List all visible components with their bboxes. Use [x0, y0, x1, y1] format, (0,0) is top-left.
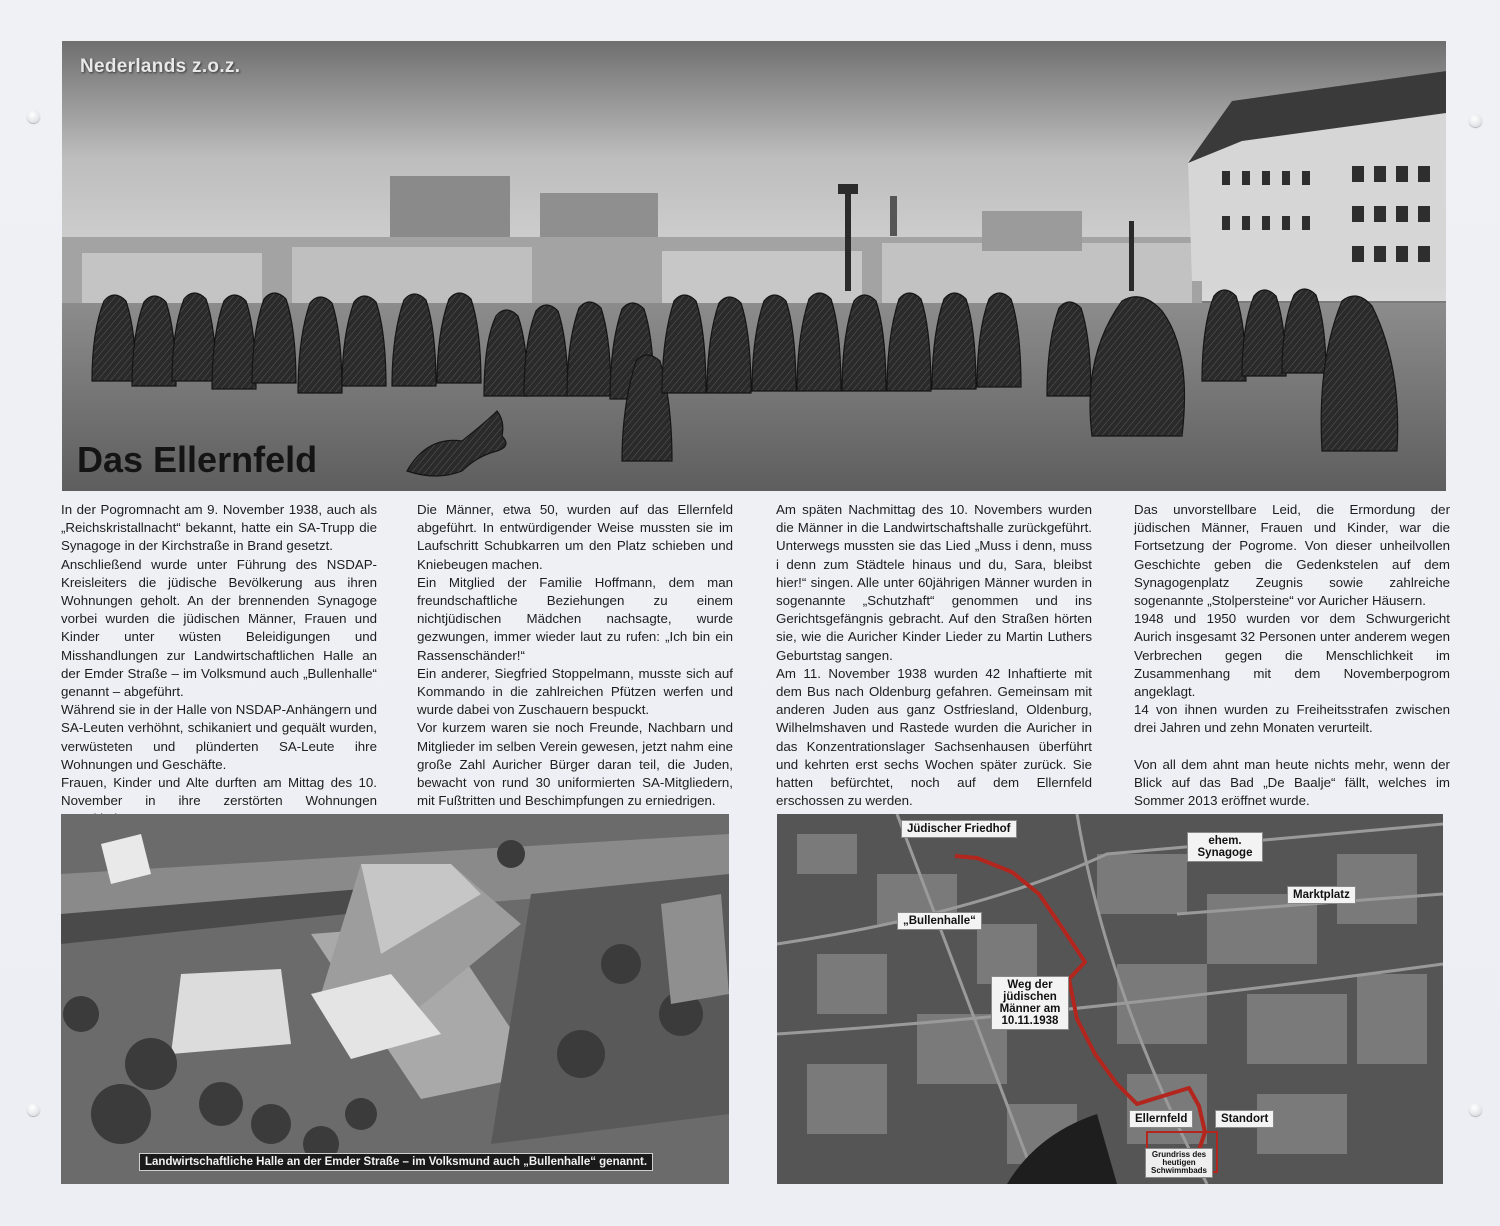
lamp-post — [845, 191, 851, 291]
lamp-post — [1129, 221, 1134, 291]
paragraph: 1948 und 1950 wurden vor dem Schwurgericht Aurich insgesamt 32 Personen unter anderem wegen Verbrechen gegen die Menschlichkeit im Zusammenhang mit dem Novemberpogrom angeklagt. — [1134, 611, 1450, 700]
map-illustration — [777, 814, 1443, 1184]
aerial-illustration — [61, 814, 729, 1184]
paragraph: Vor kurzem waren sie noch Freunde, Nachbarn und Mitglieder im selben Verein gewesen, jetzt nahm eine große Zahl Auricher Bürger daran teil, die Juden, bewacht von rund 30 uniformierten SA-Mitgliedern, mit Fußtritten und Beschimpfungen zu erniedrigen. — [417, 720, 733, 809]
mounting-screw — [27, 1103, 40, 1116]
mounting-screw — [1469, 114, 1482, 127]
map-label-route: Weg der jüdischen Männer am 10.11.1938 — [991, 976, 1069, 1030]
paragraph: 14 von ihnen wurden zu Freiheitsstrafen zwischen drei Jahren und zehn Monaten verurteilt. — [1134, 702, 1450, 736]
paragraph: Von all dem ahnt man heute nichts mehr, wenn der Blick auf das Bad „De Baalje“ fällt, welches im Sommer 2013 eröffnet wurde. — [1134, 756, 1450, 809]
text-column-1 — [61, 501, 377, 829]
paragraph: In der Pogromnacht am 9. November 1938, auch als „Reichskristallnacht“ bekannt, hatte ein SA-Trupp die Synagoge in der Kirchstraße in Brand gesetzt. — [61, 502, 377, 554]
text-column-3 — [776, 501, 1092, 810]
page-title: Das Ellernfeld — [77, 439, 318, 480]
map-label-bullenhalle: „Bullenhalle“ — [897, 912, 982, 930]
aerial-map — [777, 814, 1443, 1184]
paragraph: Anschließend wurde unter Führung des NSDAP-Kreisleiters die jüdische Bevölkerung aus ihren Wohnungen geholt. An der brennenden Synagoge vorbei wurden die jüdischen Männer, Frauen und Kinder unter wüsten Beleidigungen und Misshandlungen zur Landwirtschaftlichen Halle an der Emder Straße – im Volksmund auch „Bullenhalle“ genannt – abgeführt. — [61, 556, 377, 700]
photo-caption: Landwirtschaftliche Halle an der Emder Straße – im Volksmund auch „Bullenhalle“ genannt. — [139, 1153, 653, 1171]
paragraph: Frauen, Kinder und Alte durften am Mittag des 10. November in ihre zerstörten Wohnungen — [61, 775, 377, 809]
map-label-friedhof: Jüdischer Friedhof — [901, 820, 1017, 838]
map-label-marktplatz: Marktplatz — [1287, 886, 1356, 904]
aerial-photo-hall — [61, 814, 729, 1184]
paragraph: Am 11. November 1938 wurden 42 Inhaftierte mit dem Bus nach Oldenburg gefahren. Gemeinsam mit anderen Juden aus ganz Ostfriesland, Oldenburg, Wilhelmshaven und Rastede wurden die Auricher in das Konzentrationslager Sachsenhausen überführt und kehrten erst sechs Wochen später zurück. Sie hatten befürchtet, noch auf dem Ellernfeld erschossen zu werden. — [776, 665, 1092, 809]
paragraph: Die Männer, etwa 50, wurden auf das Ellernfeld abgeführt. In entwürdigender Weise mussten sie im Laufschritt Schubkarren um den Platz schieben und Kniebeugen machen. — [417, 502, 733, 572]
map-label-grundriss: Grundriss des heutigen Schwimmbads — [1145, 1148, 1213, 1178]
hero-illustration — [62, 41, 1446, 491]
text-column-4 — [1134, 501, 1450, 810]
mounting-screw — [27, 110, 40, 123]
paragraph: Während sie in der Halle von NSDAP-Anhängern und SA-Leuten verhöhnt, schikaniert und gequält wurden, verwüsteten und plünderten SA-Leute ihre Wohnungen und Geschäfte. — [61, 702, 377, 772]
mounting-screw — [1469, 1103, 1482, 1116]
text-column-2 — [417, 501, 733, 810]
language-note: Nederlands z.o.z. — [80, 56, 241, 77]
paragraph: Am späten Nachmittag des 10. Novembers wurden die Männer in die Landwirtschaftshalle zurückgeführt. Unterwegs mussten sie das Lied „Muss i denn, muss i denn zum Städtele hinaus und du, Sara, bleibst hier!“ singen. Alle unter 60jährigen Männer wurden in sogenannte „Schutzhaft“ genommen und ins Gerichtsgefängnis gebracht. Auf den Straßen hörten sie, wie die Auricher Kinder Lieder zu Martin Luthers Geburtstag sangen. — [776, 502, 1092, 663]
map-label-ellernfeld: Ellernfeld — [1129, 1110, 1193, 1128]
paragraph: Ein anderer, Siegfried Stoppelmann, musste sich auf Kommando in die zahlreichen Pfützen werfen und wurde dabei von Zuschauern bespuckt. — [417, 665, 733, 718]
map-label-standort: Standort — [1215, 1110, 1274, 1128]
paragraph: Ein Mitglied der Familie Hoffmann, dem man freundschaftliche Beziehungen zu einem nichtjüdischen Mädchen nachsagte, wurde gezwungen, immer wieder laut zu rufen: „Ich bin ein Rassenschänder!“ — [417, 574, 733, 663]
map-label-synagoge: ehem. Synagoge — [1187, 832, 1263, 862]
paragraph: Das unvorstellbare Leid, die Ermordung der jüdischen Männer, Frauen und Kinder, war die Fortsetzung der Pogrome. Von dieser unheilvollen Geschichte geben die Gedenkstelen auf dem Synagogenplatz Zeugnis sowie zahlreiche sogenannte „Stolpersteine“ vor Auricher Häusern. — [1134, 502, 1450, 609]
hero-photo — [62, 41, 1446, 491]
